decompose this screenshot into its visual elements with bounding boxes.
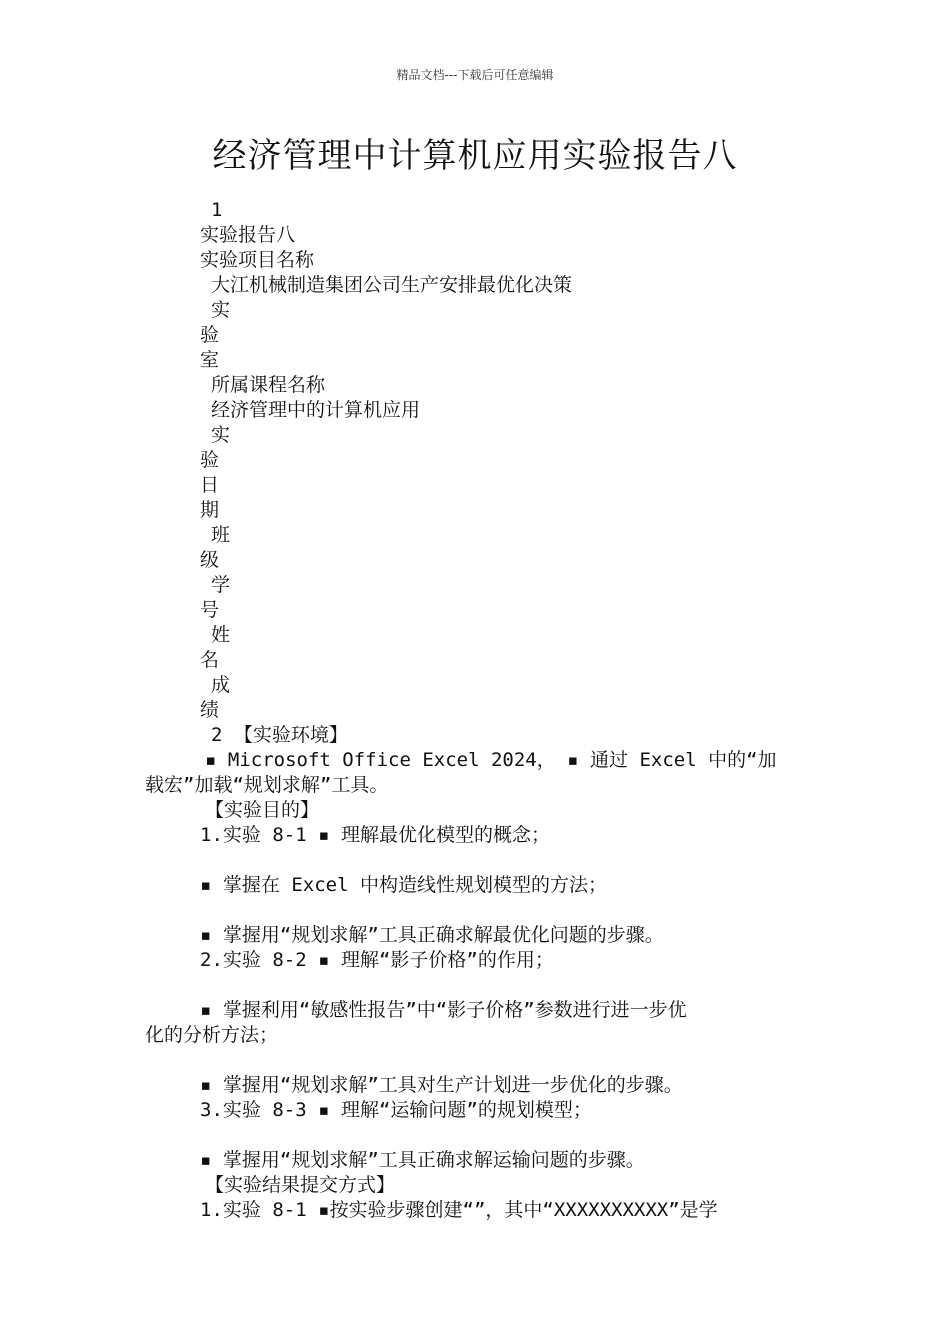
date-label-char: 日: [200, 474, 220, 496]
section-heading-purpose: 【实验目的】: [205, 799, 320, 821]
lab-label-char: 实: [211, 299, 231, 321]
report-name: 实验报告八: [200, 224, 296, 246]
section-heading-environment: 2 【实验环境】: [211, 724, 348, 746]
class-label-char: 班: [211, 524, 231, 546]
score-label-char: 绩: [200, 699, 220, 721]
student-id-label-char: 学: [211, 574, 231, 596]
course-name-value: 经济管理中的计算机应用: [211, 399, 421, 421]
course-name-label: 所属课程名称: [211, 374, 326, 396]
purpose-item: ▪ 掌握用“规划求解”工具对生产计划进一步优化的步骤。: [200, 1074, 683, 1096]
purpose-item: 1.实验 8-1 ▪ 理解最优化模型的概念；: [200, 824, 550, 846]
environment-text-cont: 载宏”加载“规划求解”工具。: [145, 774, 389, 796]
name-label-char: 姓: [211, 624, 231, 646]
environment-text: ▪ Microsoft Office Excel 2024， ▪ 通过 Excel 中的“加: [205, 749, 777, 771]
project-name-label: 实验项目名称: [200, 249, 315, 271]
score-label-char: 成: [211, 674, 231, 696]
purpose-item: ▪ 掌握利用“敏感性报告”中“影子价格”参数进行进一步优: [200, 999, 687, 1021]
date-label-char: 实: [211, 424, 231, 446]
section-number: 1: [211, 199, 223, 221]
purpose-item: 2.实验 8-2 ▪ 理解“影子价格”的作用；: [200, 949, 554, 971]
lab-label-char: 验: [200, 324, 220, 346]
lab-label-char: 室: [200, 349, 220, 371]
section-heading-submission: 【实验结果提交方式】: [205, 1174, 396, 1196]
class-label-char: 级: [200, 549, 220, 571]
purpose-item: ▪ 掌握用“规划求解”工具正确求解运输问题的步骤。: [200, 1149, 645, 1171]
date-label-char: 验: [200, 449, 220, 471]
project-name-value: 大江机械制造集团公司生产安排最优化决策: [211, 274, 573, 296]
document-title: 经济管理中计算机应用实验报告八: [212, 136, 738, 176]
name-label-char: 名: [200, 649, 220, 671]
submission-item: 1.实验 8-1 ▪按实验步骤创建“”，其中“XXXXXXXXXX”是学: [200, 1199, 718, 1221]
purpose-item: ▪ 掌握在 Excel 中构造线性规划模型的方法；: [200, 874, 607, 896]
date-label-char: 期: [200, 499, 220, 521]
page-header: 精品文档---下载后可任意编辑: [396, 68, 554, 82]
purpose-item: ▪ 掌握用“规划求解”工具正确求解最优化问题的步骤。: [200, 924, 664, 946]
purpose-item-cont: 化的分析方法；: [145, 1024, 279, 1046]
student-id-label-char: 号: [200, 599, 220, 621]
purpose-item: 3.实验 8-3 ▪ 理解“运输问题”的规划模型；: [200, 1099, 592, 1121]
